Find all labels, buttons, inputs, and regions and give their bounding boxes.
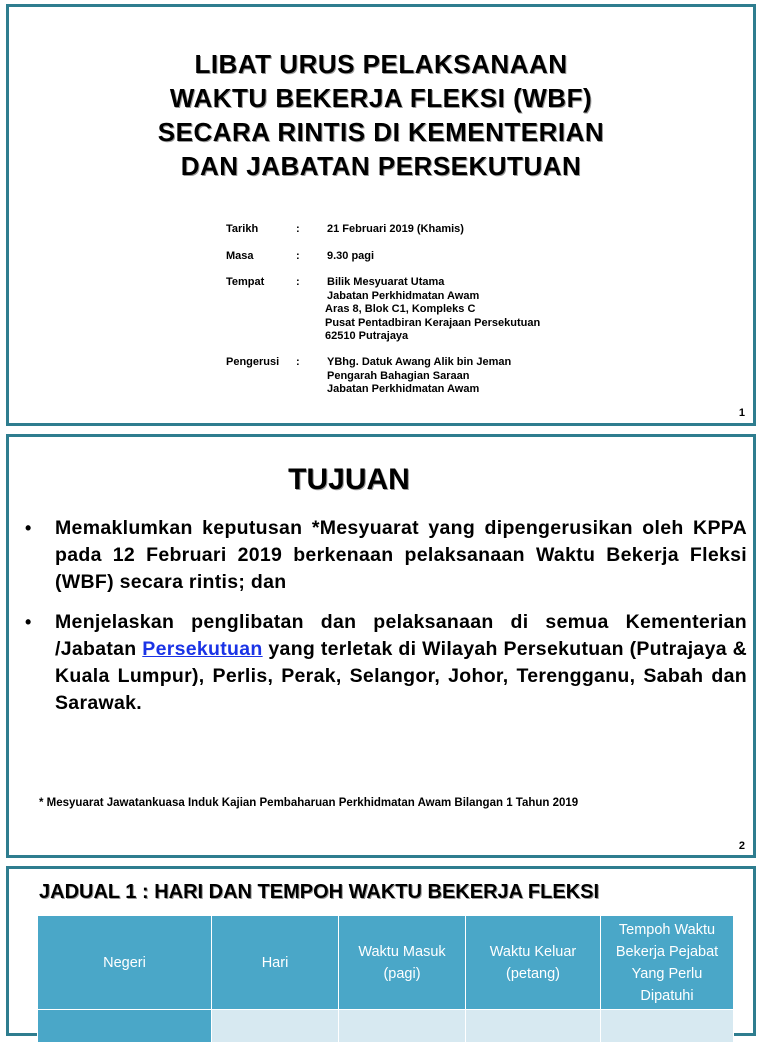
bullet-item bbox=[25, 609, 747, 717]
title-line-2: WAKTU BEKERJA FLEKSI (WBF) bbox=[169, 83, 593, 113]
header-waktu-keluar bbox=[466, 916, 601, 1010]
tempat-line: Bilik Mesyuarat Utama bbox=[327, 276, 445, 288]
title-line-3: SECARA RINTIS DI KEMENTERIAN bbox=[157, 117, 605, 147]
page-number: 1 bbox=[738, 407, 745, 419]
tempat-line: Pusat Pentadbiran Kerajaan Persekutuan bbox=[325, 316, 541, 329]
bullet-list bbox=[25, 515, 747, 730]
header-label: Waktu Masuk (pagi) bbox=[358, 943, 446, 982]
slide-1 bbox=[6, 4, 756, 426]
pengerusi-label: Pengerusi bbox=[226, 356, 280, 368]
header-waktu-masuk bbox=[339, 916, 466, 1010]
tempat-value bbox=[327, 276, 540, 344]
tarikh-value: 21 Februari 2019 (Khamis) bbox=[327, 223, 464, 235]
persekutuan-link[interactable]: Persekutuan bbox=[142, 638, 263, 660]
pengerusi-line: Jabatan Perkhidmatan Awam bbox=[327, 383, 480, 396]
colon: : bbox=[296, 356, 300, 368]
pengerusi-line: YBhg. Datuk Awang Alik bin Jeman bbox=[327, 356, 512, 368]
header-tempoh bbox=[601, 916, 734, 1010]
slide-2 bbox=[6, 434, 756, 858]
bullet-dot-icon: • bbox=[25, 612, 32, 632]
bullet-text-start: Menjelaskan penglibatan dan pelaksanaan di semua Kementerian /Jabatan bbox=[55, 611, 747, 660]
pengerusi-line: Pengarah Bahagian Saraan bbox=[327, 369, 470, 382]
colon: : bbox=[296, 250, 300, 262]
header-label: Hari bbox=[261, 954, 289, 971]
tempat-label: Tempat bbox=[226, 276, 265, 288]
bullet-item bbox=[25, 515, 747, 596]
slide-1-title bbox=[9, 47, 753, 183]
slide-2-title: TUJUAN bbox=[288, 463, 410, 496]
colon: : bbox=[296, 223, 300, 235]
table-cell bbox=[38, 1010, 212, 1043]
table-cell bbox=[601, 1010, 734, 1043]
header-label: Negeri bbox=[103, 954, 146, 971]
bullet-dot-icon: • bbox=[25, 518, 32, 538]
title-line-4: DAN JABATAN PERSEKUTUAN bbox=[180, 151, 582, 181]
slide-3 bbox=[6, 866, 756, 1036]
header-hari bbox=[212, 916, 339, 1010]
masa-label: Masa bbox=[226, 250, 254, 262]
header-label: Tempoh Waktu Bekerja Pejabat Yang Perlu Dipatuhi bbox=[615, 921, 719, 1004]
footnote: * Mesyuarat Jawatankuasa Induk Kajian Pembaharuan Perkhidmatan Awam Bilangan 1 Tahun 2019 bbox=[39, 797, 579, 809]
tempat-line: 62510 Putrajaya bbox=[325, 330, 409, 343]
title-line-1: LIBAT URUS PELAKSANAAN bbox=[194, 49, 568, 79]
tarikh-label: Tarikh bbox=[226, 223, 259, 235]
table-row bbox=[38, 1010, 734, 1043]
pengerusi-value bbox=[327, 356, 511, 397]
bullet-text-end: yang terletak di Wilayah Persekutuan (Putrajaya & Kuala Lumpur), Perlis, Perak, Selangor, Johor, Terengganu, Sabah dan Sarawak. bbox=[55, 638, 748, 714]
header-label: Waktu Keluar (petang) bbox=[489, 943, 577, 982]
tempat-line: Jabatan Perkhidmatan Awam bbox=[327, 289, 480, 302]
page-number: 2 bbox=[738, 840, 745, 852]
bullet-text: Memaklumkan keputusan *Mesyuarat yang dipengerusikan oleh KPPA pada 12 Februari 2019 berkenaan pelaksanaan Waktu Bekerja Fleksi (WBF) secara rintis; dan bbox=[55, 517, 747, 593]
tempat-line: Aras 8, Blok C1, Kompleks C bbox=[325, 303, 476, 316]
colon: : bbox=[296, 276, 300, 288]
header-negeri bbox=[38, 916, 212, 1010]
slide-3-title: JADUAL 1 : HARI DAN TEMPOH WAKTU BEKERJA FLEKSI bbox=[39, 881, 600, 903]
masa-value: 9.30 pagi bbox=[327, 250, 375, 262]
table-cell bbox=[212, 1010, 339, 1043]
table-cell bbox=[466, 1010, 601, 1043]
table-cell bbox=[339, 1010, 466, 1043]
